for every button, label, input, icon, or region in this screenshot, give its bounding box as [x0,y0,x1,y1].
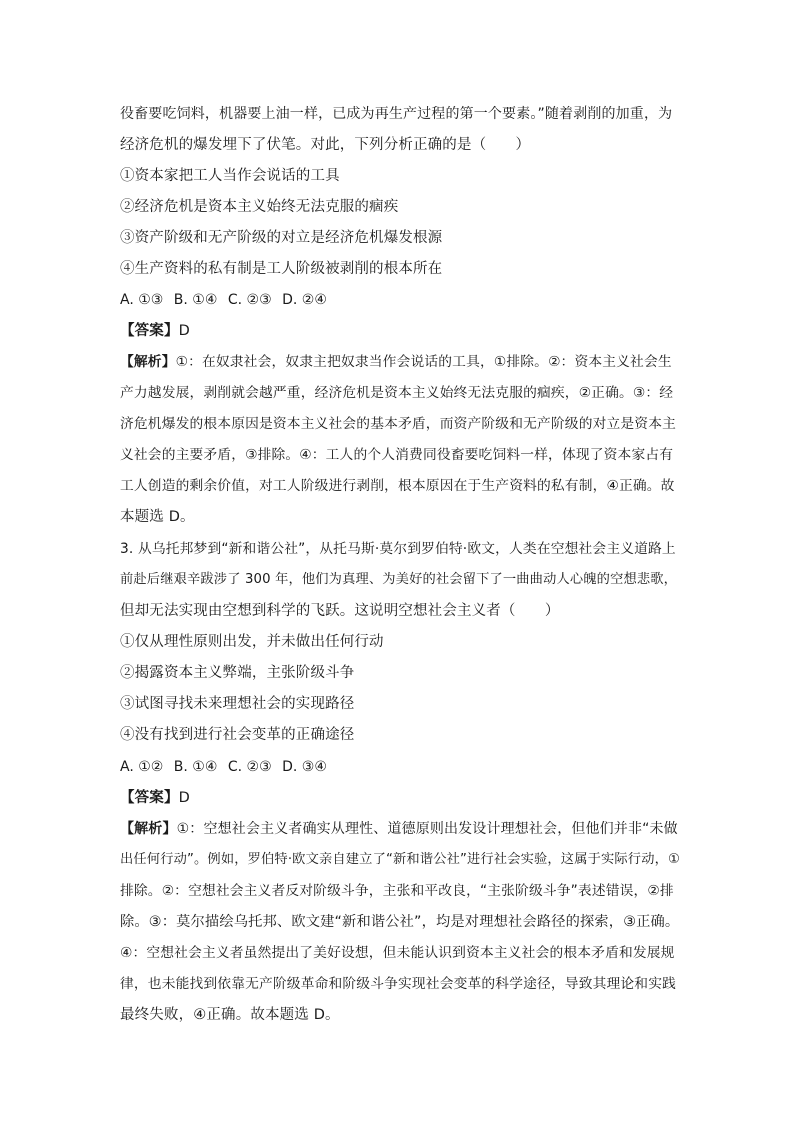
q3-analysis-line-7: 最终失败，④正确。故本题选 D。 [120,1007,340,1023]
q3-option-c: C. ②③ [227,759,272,775]
q2-option-c: C. ②③ [227,292,272,308]
q3-statement-3: ③试图寻找未来理想社会的实现路径 [120,696,355,712]
q2-analysis-line-2: 产力越发展，剥削就会越严重，经济危机是资本主义始终无法克服的痼疾，②正确。③：经 [120,385,674,401]
q2-analysis-line-1 [120,352,680,372]
q3-analysis-line-6: 律，也未能找到依靠无产阶级革命和阶级斗争实现社会变革的科学途径，导致其理论和实践 [120,976,677,992]
q3-stem-line-3: 但却无法实现由空想到科学的飞跃。这说明空想社会主义者（ ） [120,603,560,619]
q2-analysis-line-3: 济危机爆发的根本原因是资本主义社会的基本矛盾，而资产阶级和无产阶级的对立是资本主 [120,416,677,432]
q3-answer-value: D [178,790,190,806]
q2-statement-3: ③资产阶级和无产阶级的对立是经济危机爆发根源 [120,230,443,246]
q3-analysis-line-3: 排除。②：空想社会主义者反对阶级斗争，主张和平改良，“主张阶级斗争”表述错误，②排 [120,883,674,899]
q3-analysis-line-1 [120,819,680,839]
q3-analysis-label: 【解析】 [120,821,177,837]
q2-option-d: D. ②④ [282,292,327,308]
q3-statement-4: ④没有找到进行社会变革的正确途径 [120,727,355,743]
q2-option-a: A. ①③ [120,292,164,308]
q3-option-a: A. ①② [120,759,164,775]
q2-answer [120,321,680,341]
q2-analysis-line-4: 义社会的主要矛盾，③排除。④：工人的个人消费同役畜要吃饲料一样，体现了资本家占有 [120,447,674,463]
q2-stem-line-2: 经济危机的爆发埋下了伏笔。对此，下列分析正确的是（ ） [120,137,531,153]
q2-statement-1: ①资本家把工人当作会说话的工具 [120,168,340,184]
q2-analysis-text-1: ①：在奴隶社会，奴隶主把奴隶当作会说话的工具，①排除。②：资本主义社会生 [175,354,672,370]
q2-stem-line-1: 役畜要吃饲料，机器要上油一样，已成为再生产过程的第一个要素。”随着剥削的加重，为 [120,106,673,122]
q2-statement-4: ④生产资料的私有制是工人阶级被剥削的根本所在 [120,261,443,277]
q3-analysis-line-4: 除。③：莫尔描绘乌托邦、欧文建“新和谐公社”，均是对理想社会路径的探索，③正确。 [120,914,680,930]
q3-stem-line-2: 前赴后继艰辛跋涉了 300 年，他们为真理、为美好的社会留下了一曲曲动人心魄的空想悲歌， [120,572,678,587]
q3-option-b: B. ①④ [173,759,218,775]
q2-answer-label: 【答案】 [120,323,179,339]
q2-statement-2: ②经济危机是资本主义始终无法克服的痼疾 [120,199,399,215]
q3-options [120,757,333,777]
q3-stem-line-1: 3. 从乌托邦梦到“新和谐公社”，从托马斯·莫尔到罗伯特·欧文，人类在空想社会主义道路上 [120,541,676,557]
q2-answer-value: D [178,323,190,339]
q2-option-b: B. ①④ [173,292,218,308]
q2-options [120,290,333,310]
q3-analysis-text-1: ①：空想社会主义者确实从理性、道德原则出发设计理想社会，但他们并非“未做 [176,821,678,837]
q3-answer [120,788,680,808]
q2-analysis-line-5: 工人创造的剩余价值，对工人阶级进行剥削，根本原因在于生产资料的私有制，④正确。故 [120,478,675,494]
q3-analysis-line-2: 出任何行动”。例如，罗伯特·欧文亲自建立了“新和谐公社”进行社会实验，这属于实际行动，① [120,852,681,867]
q2-analysis-line-6: 本题选 D。 [120,509,195,525]
q2-analysis-label: 【解析】 [120,354,176,370]
q3-answer-label: 【答案】 [120,790,179,806]
q3-analysis-line-5: ④：空想社会主义者虽然提出了美好设想，但未能认识到资本主义社会的根本矛盾和发展规 [120,945,675,961]
q3-statement-1: ①仅从理性原则出发，并未做出任何行动 [120,634,384,650]
q3-option-d: D. ③④ [282,759,327,775]
q3-statement-2: ②揭露资本主义弊端，主张阶级斗争 [120,665,355,681]
